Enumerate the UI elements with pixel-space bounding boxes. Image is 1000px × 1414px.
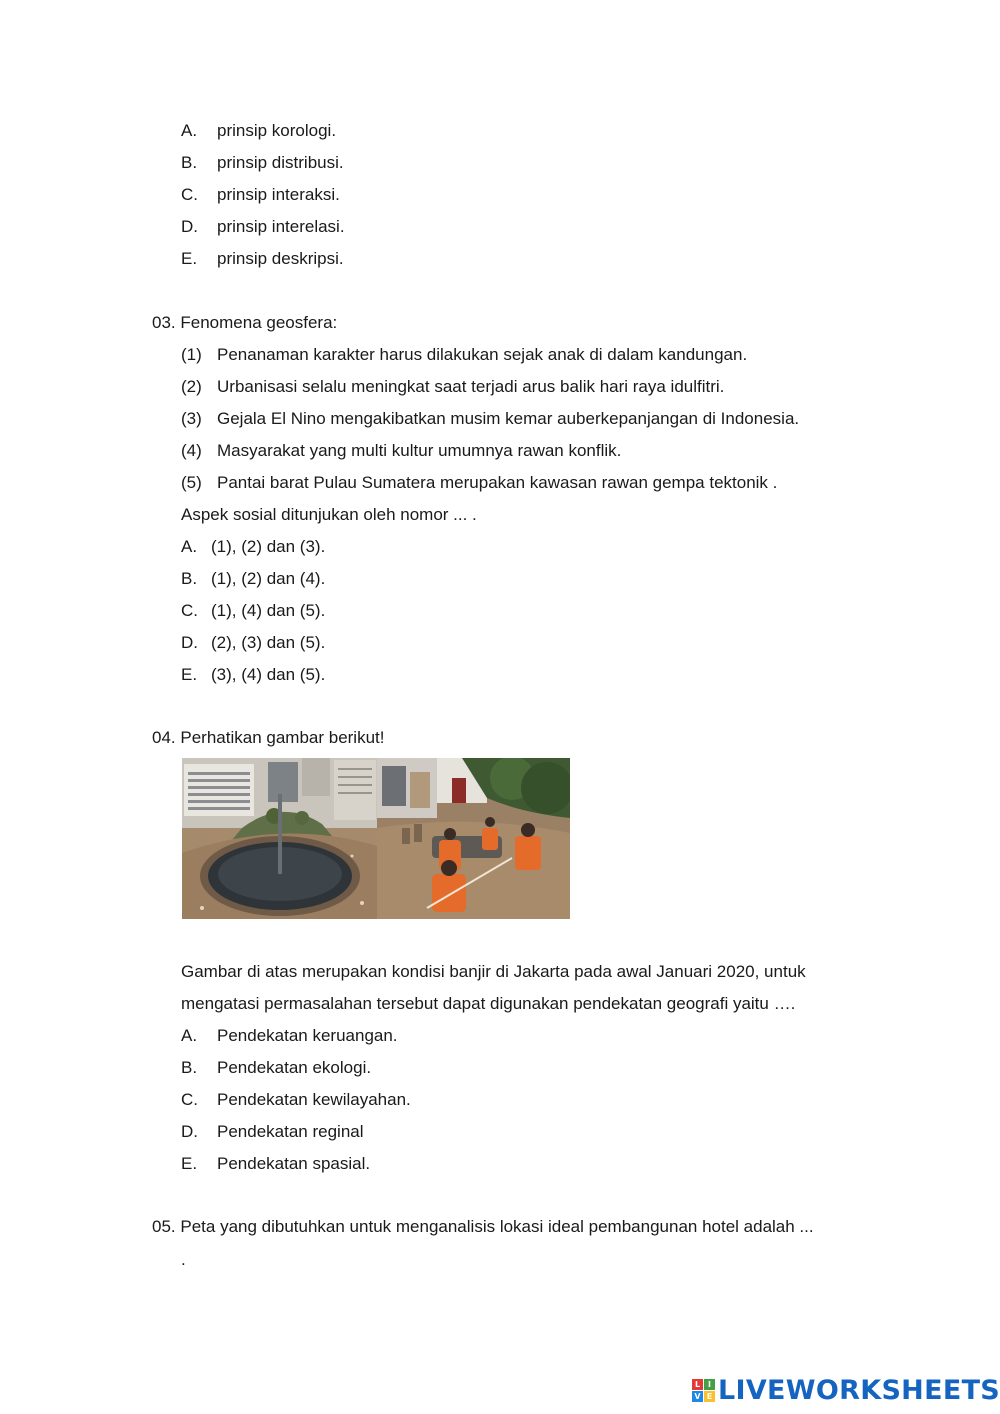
option-letter: D. <box>181 217 198 236</box>
option-letter: A. <box>181 537 198 556</box>
logo-tile: L <box>692 1379 703 1390</box>
option-text: (1), (2) dan (3). <box>211 537 326 556</box>
logo-tile: E <box>704 1391 715 1402</box>
option-text: Pendekatan reginal <box>217 1122 364 1141</box>
option-text: (2), (3) dan (5). <box>211 633 326 652</box>
q05-heading <box>152 1216 814 1238</box>
question-number: 04. <box>152 728 176 747</box>
q04-description-line2: mengatasi permasalahan tersebut dapat digunakan pendekatan geografi yaitu …. <box>181 994 796 1013</box>
option-text: (1), (4) dan (5). <box>211 601 326 620</box>
option-letter: E. <box>181 249 198 268</box>
statement-text: Penanaman karakter harus dilakukan sejak anak di dalam kandungan. <box>217 345 748 364</box>
statement-text: Masyarakat yang multi kultur umumnya rawan konflik. <box>217 441 622 460</box>
statement-text: Urbanisasi selalu meningkat saat terjadi arus balik hari raya idulfitri. <box>217 377 725 396</box>
option-letter: D. <box>181 1122 198 1141</box>
option-text: Pendekatan keruangan. <box>217 1026 398 1045</box>
statement-number: (3) <box>181 409 202 428</box>
option-letter: A. <box>181 1026 198 1045</box>
question-number: 03. <box>152 313 176 332</box>
logo-tiles-icon <box>692 1379 715 1402</box>
logo-tile: V <box>692 1391 703 1402</box>
option-text: Pendekatan kewilayahan. <box>217 1090 411 1109</box>
flood-photo <box>182 758 570 919</box>
option-letter: E. <box>181 665 198 684</box>
option-letter: D. <box>181 633 198 652</box>
q04-description-line1: Gambar di atas merupakan kondisi banjir di Jakarta pada awal Januari 2020, untuk <box>181 962 806 981</box>
option-text: (3), (4) dan (5). <box>211 665 326 684</box>
option-text: prinsip interelasi. <box>217 217 345 236</box>
statement-number: (5) <box>181 473 202 492</box>
logo-text: LIVEWORKSHEETS <box>718 1374 1000 1406</box>
statement-text: Gejala El Nino mengakibatkan musim kemar auberkepanjangan di Indonesia. <box>217 409 800 428</box>
option-letter: C. <box>181 1090 198 1109</box>
statement-number: (2) <box>181 377 202 396</box>
question-text: Fenomena geosfera: <box>180 313 338 332</box>
option-letter: B. <box>181 153 198 172</box>
statement-number: (1) <box>181 345 202 364</box>
option-letter: B. <box>181 1058 198 1077</box>
option-text: Pendekatan spasial. <box>217 1154 371 1173</box>
logo-tile: I <box>704 1379 715 1390</box>
q05-question-continuation: . <box>181 1250 186 1269</box>
question-number: 05. <box>152 1217 176 1236</box>
option-letter: E. <box>181 1154 198 1173</box>
option-letter: C. <box>181 601 198 620</box>
option-text: prinsip distribusi. <box>217 153 344 172</box>
option-letter: B. <box>181 569 198 588</box>
q03-heading <box>152 312 337 334</box>
liveworksheets-logo <box>692 1374 1000 1406</box>
option-text: (1), (2) dan (4). <box>211 569 326 588</box>
option-text: Pendekatan ekologi. <box>217 1058 372 1077</box>
question-text: Peta yang dibutuhkan untuk menganalisis lokasi ideal pembangunan hotel adalah ... <box>180 1217 814 1236</box>
statement-number: (4) <box>181 441 202 460</box>
option-letter: A. <box>181 121 198 140</box>
q04-heading <box>152 727 384 749</box>
option-text: prinsip korologi. <box>217 121 337 140</box>
question-text: Perhatikan gambar berikut! <box>180 728 385 747</box>
option-text: prinsip deskripsi. <box>217 249 344 268</box>
q03-prompt: Aspek sosial ditunjukan oleh nomor ... . <box>181 505 477 524</box>
statement-text: Pantai barat Pulau Sumatera merupakan kawasan rawan gempa tektonik . <box>217 473 778 492</box>
option-letter: C. <box>181 185 198 204</box>
option-text: prinsip interaksi. <box>217 185 340 204</box>
